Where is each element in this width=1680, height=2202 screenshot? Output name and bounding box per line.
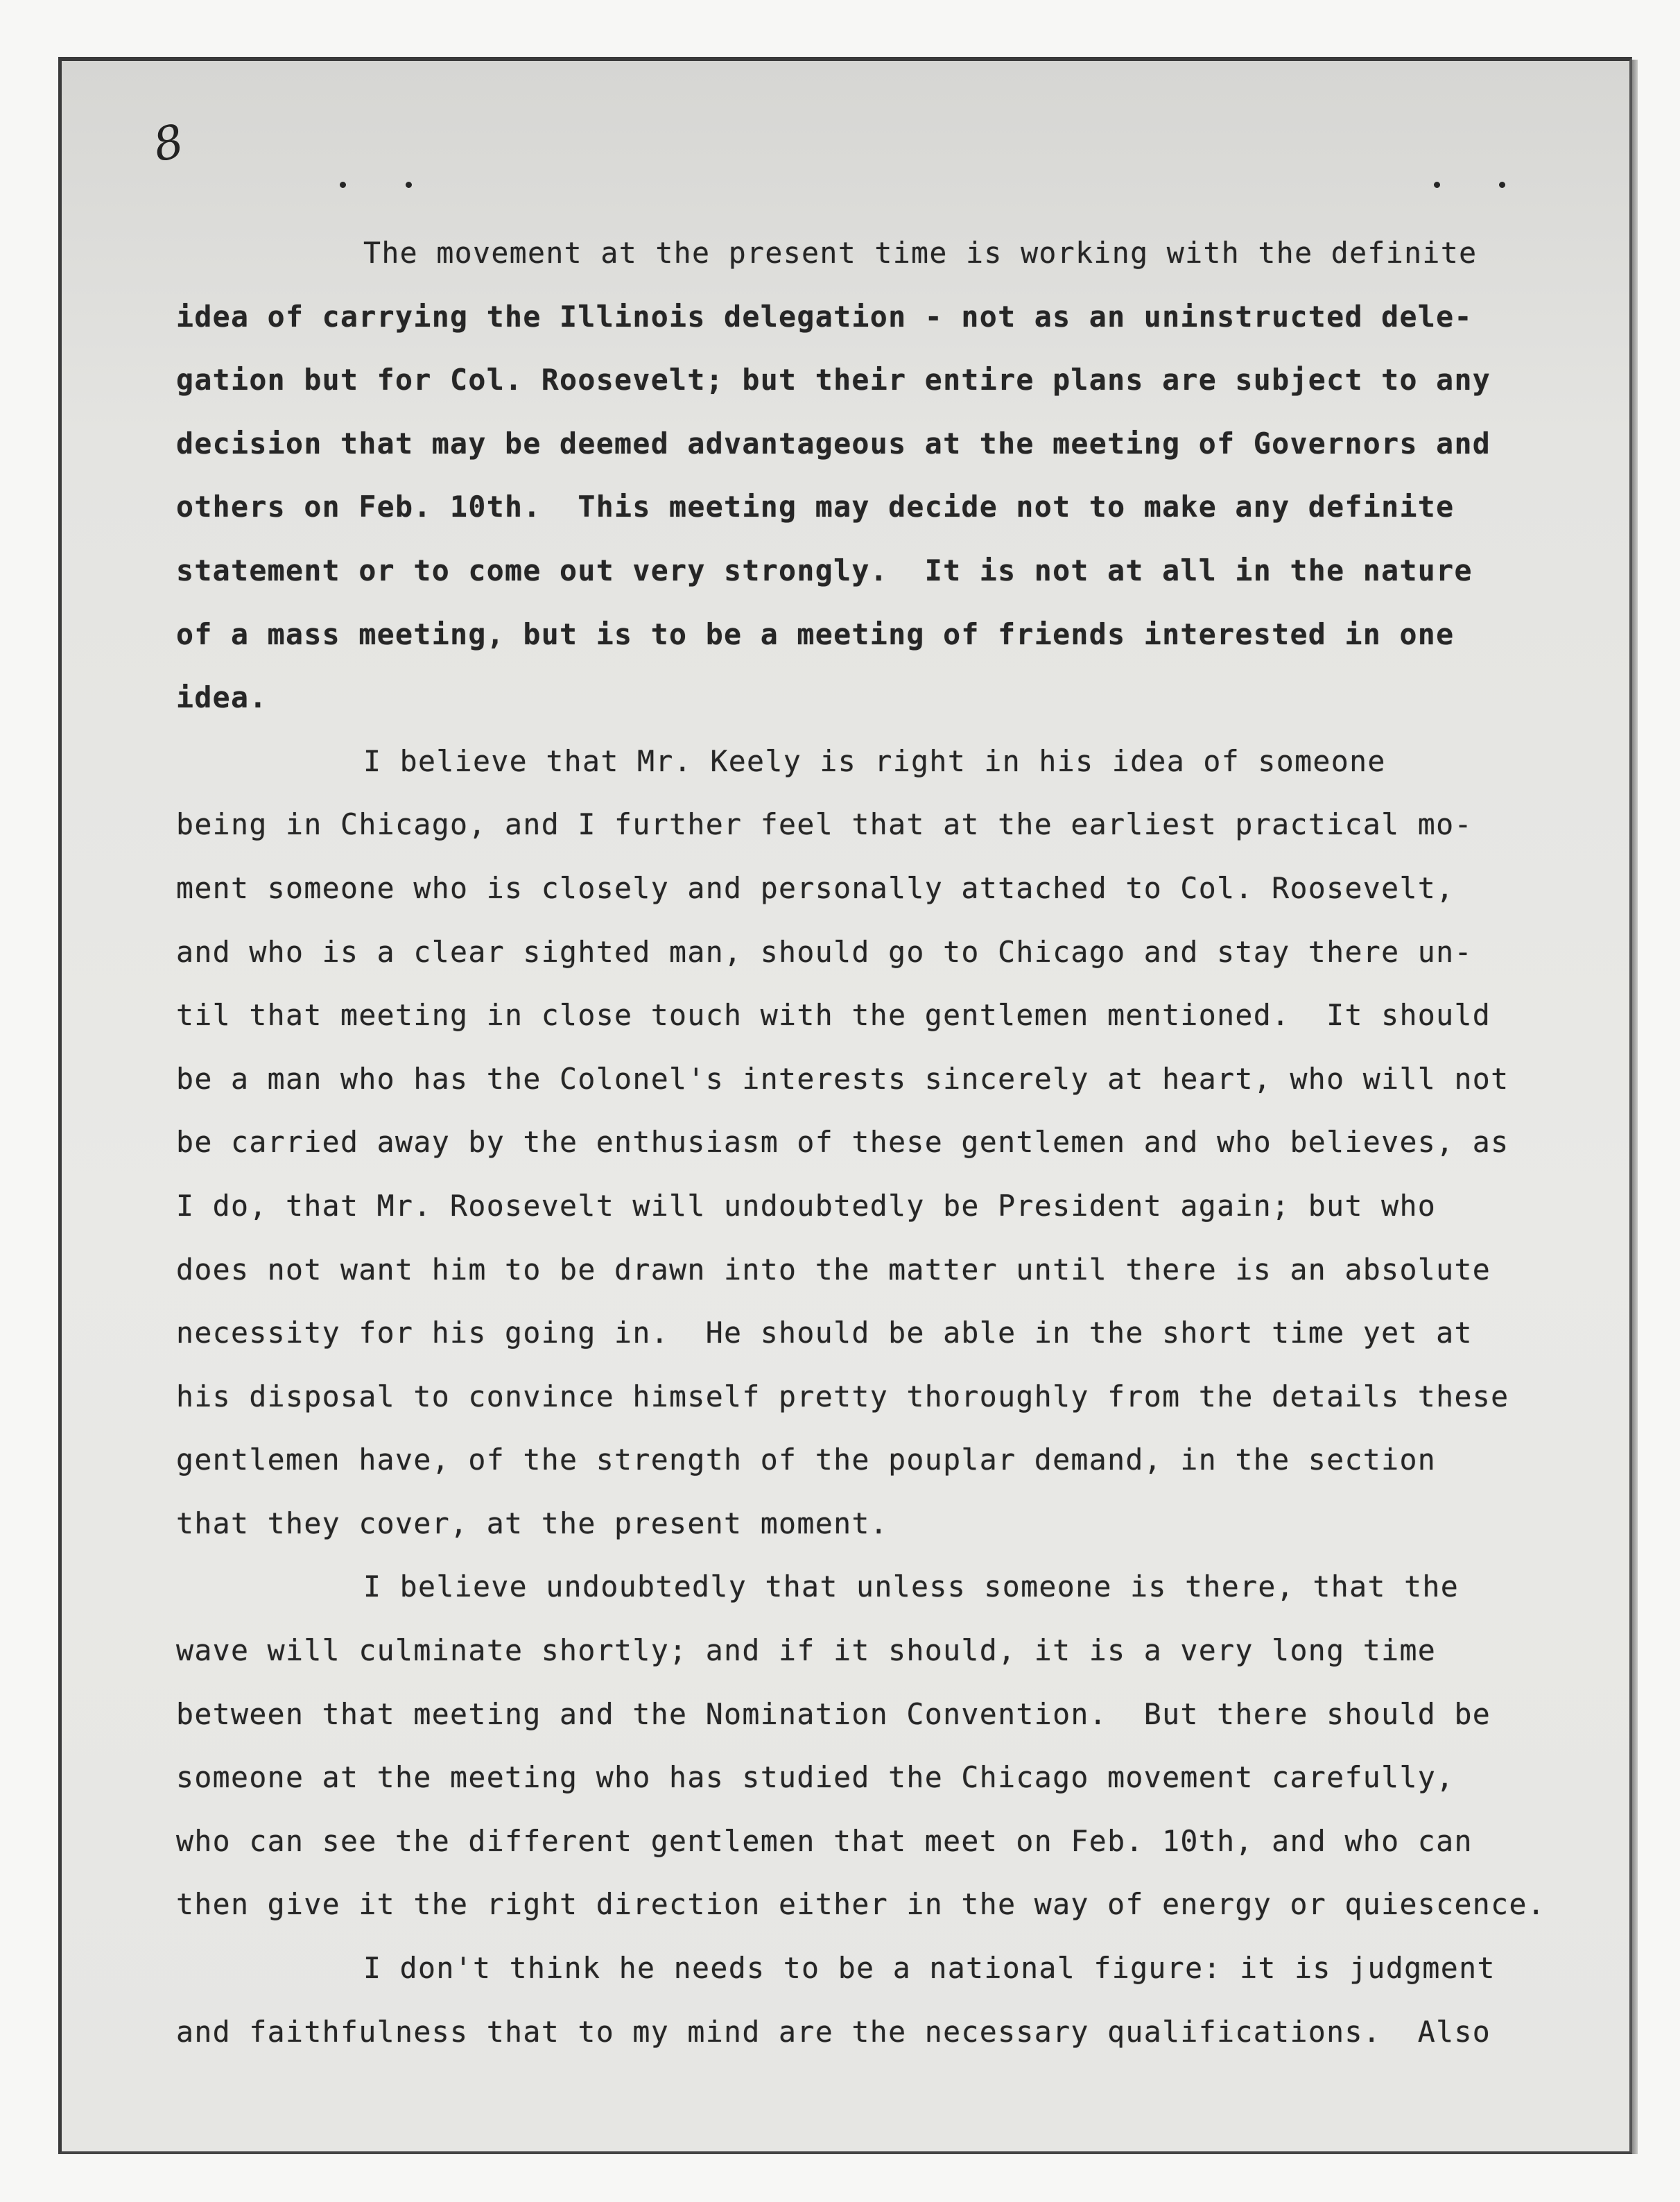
text-line: idea. (176, 680, 268, 715)
text-line: decision that may be deemed advantageous at the meeting of Governors and (176, 426, 1491, 461)
text-line: and faithfulness that to my mind are the necessary qualifications. Also (176, 2014, 1491, 2049)
text-line: I believe that Mr. Keely is right in his idea of someone (363, 743, 1386, 778)
text-line: that they cover, at the present moment. (176, 1506, 889, 1540)
text-line: be a man who has the Colonel's interests sincerely at heart, who will not (176, 1061, 1509, 1096)
text-line: statement or to come out very strongly. It is not at all in the nature (176, 553, 1473, 587)
text-line: be carried away by the enthusiasm of these gentlemen and who believes, as (176, 1125, 1509, 1160)
punch-mark (1499, 182, 1505, 188)
text-line: and who is a clear sighted man, should go to Chicago and stay there un- (176, 934, 1473, 969)
text-line: between that meeting and the Nomination Convention. But there should be (176, 1696, 1491, 1731)
text-line: idea of carrying the Illinois delegation - not as an uninstructed dele- (176, 299, 1473, 334)
text-line: then give it the right direction either in the way of energy or quiescence. (176, 1887, 1546, 1922)
text-line: his disposal to convince himself pretty thoroughly from the details these (176, 1379, 1509, 1413)
punch-mark (340, 182, 346, 188)
text-line: of a mass meeting, but is to be a meeting of friends interested in one (176, 617, 1455, 651)
text-line: being in Chicago, and I further feel that at the earliest practical mo- (176, 807, 1473, 842)
text-line: til that meeting in close touch with the gentlemen mentioned. It should (176, 998, 1491, 1033)
text-line: wave will culminate shortly; and if it should, it is a very long time (176, 1633, 1437, 1668)
text-line: necessity for his going in. He should be able in the short time yet at (176, 1316, 1473, 1350)
text-line: who can see the different gentlemen that meet on Feb. 10th, and who can (176, 1823, 1473, 1858)
letter-body (176, 221, 1584, 2063)
text-line: others on Feb. 10th. This meeting may decide not to make any definite (176, 490, 1455, 524)
text-line: does not want him to be drawn into the matter until there is an absolute (176, 1252, 1491, 1287)
text-line: gation but for Col. Roosevelt; but their entire plans are subject to any (176, 363, 1491, 397)
text-line: someone at the meeting who has studied the Chicago movement carefully, (176, 1760, 1455, 1795)
punch-mark (1434, 182, 1440, 188)
text-line: I do, that Mr. Roosevelt will undoubtedly be President again; but who (176, 1188, 1437, 1223)
text-line: ment someone who is closely and personally attached to Col. Roosevelt, (176, 870, 1455, 905)
punch-mark (406, 182, 412, 188)
text-line: gentlemen have, of the strength of the pouplar demand, in the section (176, 1443, 1437, 1477)
text-line: The movement at the present time is working with the definite (363, 236, 1478, 270)
page-number: 8 (148, 114, 189, 173)
text-line: I believe undoubtedly that unless someone is there, that the (363, 1569, 1460, 1604)
text-line: I don't think he needs to be a national figure: it is judgment (363, 1951, 1496, 1986)
